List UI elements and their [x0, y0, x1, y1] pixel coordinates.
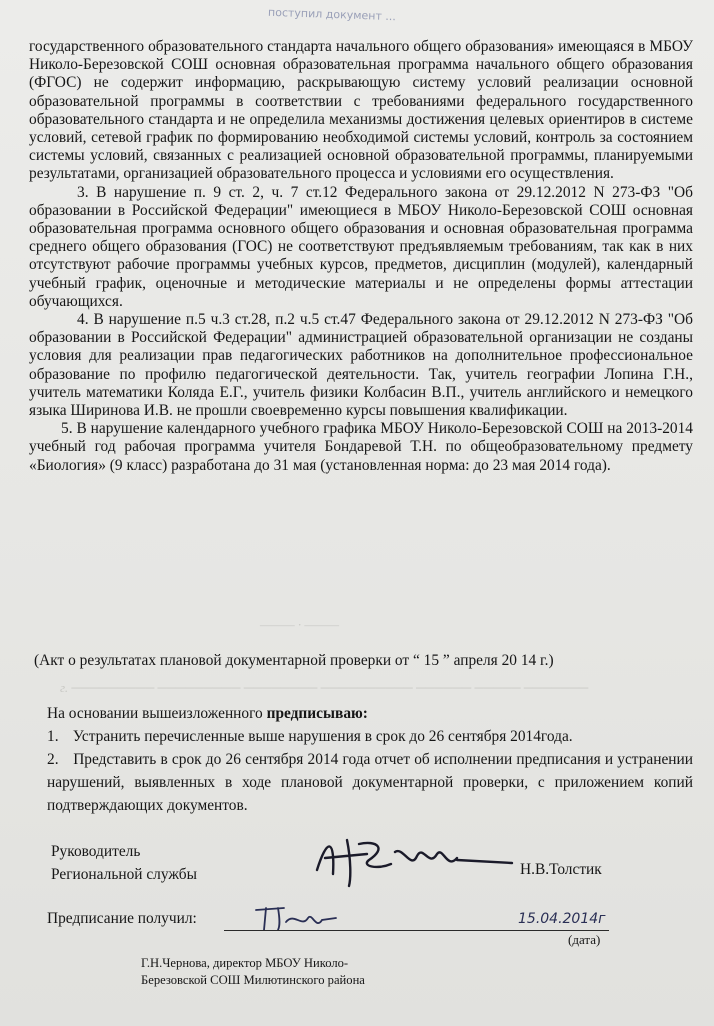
- order-items: [47, 725, 693, 817]
- paragraph-4: 4. В нарушение п.5 ч.3 ст.28, п.2 ч.5 ст.47 Федерального закона от 29.12.2012 N 273-ФЗ "Об образовании в Российской Федерации" администрацией образовательной организации не созданы условия для реализации прав педагогических работников на дополнительное профессиональное образование по профилю педагогической деятельности. Так, учитель географии Лопина Г.Н., учитель математики Коляда Е.Г., учитель физики Колбасин В.П., учитель английского и немецкого языка Ширинова И.В. не прошли своевременно курсы повышения квалификации.: [29, 311, 693, 420]
- paragraph-continuation: государственного образовательного стандарта начального общего образования» имеющаяся в МБОУ Николо-Березовской СОШ основная образовательная программа начального общего образования (ФГОС) не содержит информацию, раскрывающую систему условий реализации основной образовательной программы в соответствии с требованиями федерального государственного образовательного стандарта и не определила механизмы достижения целевых ориентиров в системе условий, сетевой график по формированию необходимой системы условий, контроль за состоянием системы условий, связанных с реализацией основной образовательной программы, планируемыми результатами, организацией образовательного процесса и условиями его осуществления.: [29, 38, 693, 183]
- signer-title-2: Региональной службы: [51, 866, 197, 883]
- basis-verb: предписываю:: [266, 705, 368, 722]
- bleed-through-text: г. ───────── ───────── ──────── ────────── ────── ───── ───────: [60, 680, 589, 695]
- basis-line: [47, 705, 368, 723]
- act-reference: (Акт о результатах плановой документарной проверки от “ 15 ” апреля 20 14 г.): [34, 652, 554, 669]
- item-number: 2.: [47, 751, 59, 768]
- recipient-signature: [250, 900, 340, 934]
- signer-title-1: Руководитель: [51, 843, 141, 860]
- item-text: Устранить перечисленные выше нарушения в срок до 26 сентября 2014года.: [72, 728, 573, 745]
- recipient-stamp: [141, 955, 365, 989]
- stamp-line-2: Березовской СОШ Милютинского района: [141, 973, 365, 987]
- paragraph-3: 3. В нарушение п. 9 ст. 2, ч. 7 ст.12 Федерального закона от 29.12.2012 N 273-ФЗ "Об образовании в Российской Федерации" имеющиеся в МБОУ Николо-Березовской СОШ основная образовательная программа основного общего образования и основная образовательная программа среднего общего образования (ГОС) не соответствуют предъявляемым требованиям, так как в них отсутствуют рабочие программы учебных курсов, предметов, дисциплин (модулей), календарный учебный график, оценочные и методические материалы и не определены формы аттестации обучающихся.: [29, 183, 693, 310]
- order-item-1: [47, 725, 693, 748]
- signature-image: [307, 830, 517, 890]
- order-item-2: [47, 748, 693, 817]
- basis-prefix: На основании вышеизложенного: [47, 705, 267, 722]
- item-number: 1.: [47, 728, 59, 745]
- stamp-line-1: Г.Н.Чернова, директор МБОУ Николо-: [141, 956, 349, 970]
- bleed-through-mark: ——— · ———: [260, 617, 340, 632]
- handwritten-date: 15.04.2014г: [518, 911, 606, 927]
- faint-handwritten-note: поступил документ ...: [267, 5, 397, 24]
- received-label: Предписание получил:: [47, 910, 197, 927]
- date-caption: (дата): [568, 932, 601, 947]
- paragraph-5: 5. В нарушение календарного учебного графика МБОУ Николо-Березовской СОШ на 2013-2014 учебный год рабочая программа учителя Бондаревой Т.Н. по общеобразовательному предмету «Биология» (9 класс) разработана до 31 мая (установленная норма: до 23 мая 2014 года).: [29, 420, 693, 474]
- signer-name: Н.В.Толстик: [520, 861, 602, 878]
- item-text: Представить в срок до 26 сентября 2014 года отчет об исполнении предписания и устранении нарушений, выявленных в ходе плановой документарной проверки, с приложением копий подтверждающих документов.: [47, 751, 693, 814]
- signature-line: [224, 930, 609, 931]
- main-text: [29, 38, 693, 475]
